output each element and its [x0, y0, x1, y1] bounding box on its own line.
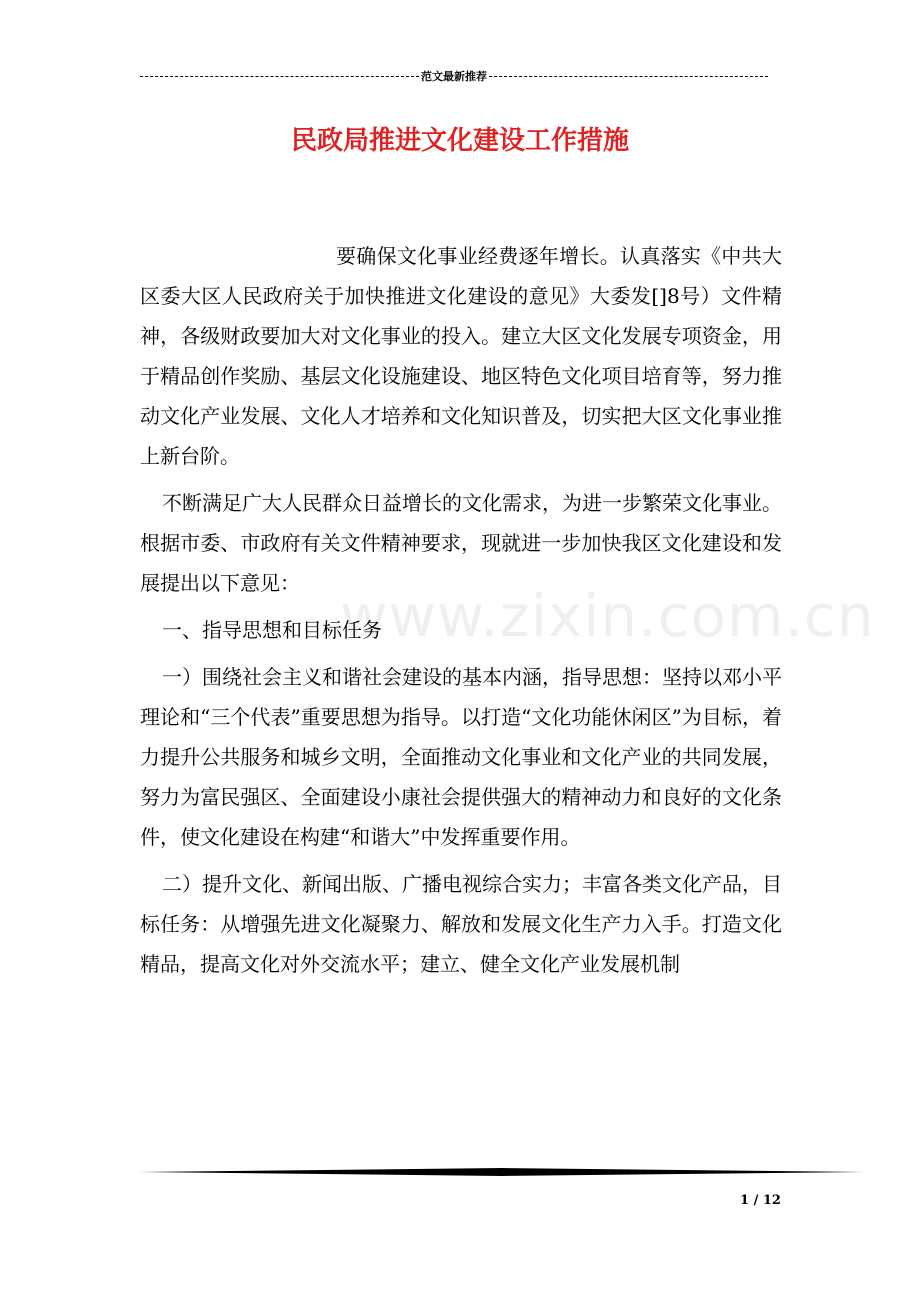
header-dashed-line-left: [140, 76, 419, 77]
paragraph: 一）围绕社会主义和谐社会建设的基本内涵，指导思想：坚持以邓小平理论和“三个代表”重要思想为指导。以打造“文化功能休闲区”为目标，着力提升公共服务和城乡文明，全面推动文化事业和文化产业的共同发展，努力为富民强区、全面建设小康社会提供强大的精神动力和良好的文化条件，使文化建设在构建“和谐大”中发挥重要作用。: [140, 665, 782, 849]
paragraph: 要确保文化事业经费逐年增长。认真落实《中共大区委大区人民政府关于加快推进文化建设的意见》大委发[]8号）文件精神，各级财政要加大对文化事业的投入。建立大区文化发展专项资金，用于精品创作奖励、基层文化设施建设、地区特色文化项目培育等，努力推动文化产业发展、文化人才培养和文化知识普及，切实把大区文化事业推上新台阶。: [140, 244, 782, 468]
page-number: 1 / 12: [740, 1193, 781, 1208]
footer-divider: [140, 1166, 864, 1178]
page-header: [140, 66, 768, 86]
header-label: 范文最新推荐: [421, 70, 487, 83]
document-title: 民政局推进文化建设工作措施: [290, 126, 629, 156]
document-body: [140, 236, 782, 991]
paragraph: 不断满足广大人民群众日益增长的文化需求，为进一步繁荣文化事业。根据市委、市政府有关文件精神要求，现就进一步加快我区文化建设和发展提出以下意见：: [140, 491, 782, 595]
section-heading: 一、指导思想和目标任务: [162, 618, 382, 642]
paragraph: 二）提升文化、新闻出版、广播电视综合实力；丰富各类文化产品，目标任务：从增强先进文化凝聚力、解放和发展文化生产力入手。打造文化精品，提高文化对外交流水平；建立、健全文化产业发展机制: [140, 872, 782, 976]
header-dashed-line-right: [489, 76, 768, 77]
watermark: www.zixin.com.cn: [340, 582, 875, 650]
